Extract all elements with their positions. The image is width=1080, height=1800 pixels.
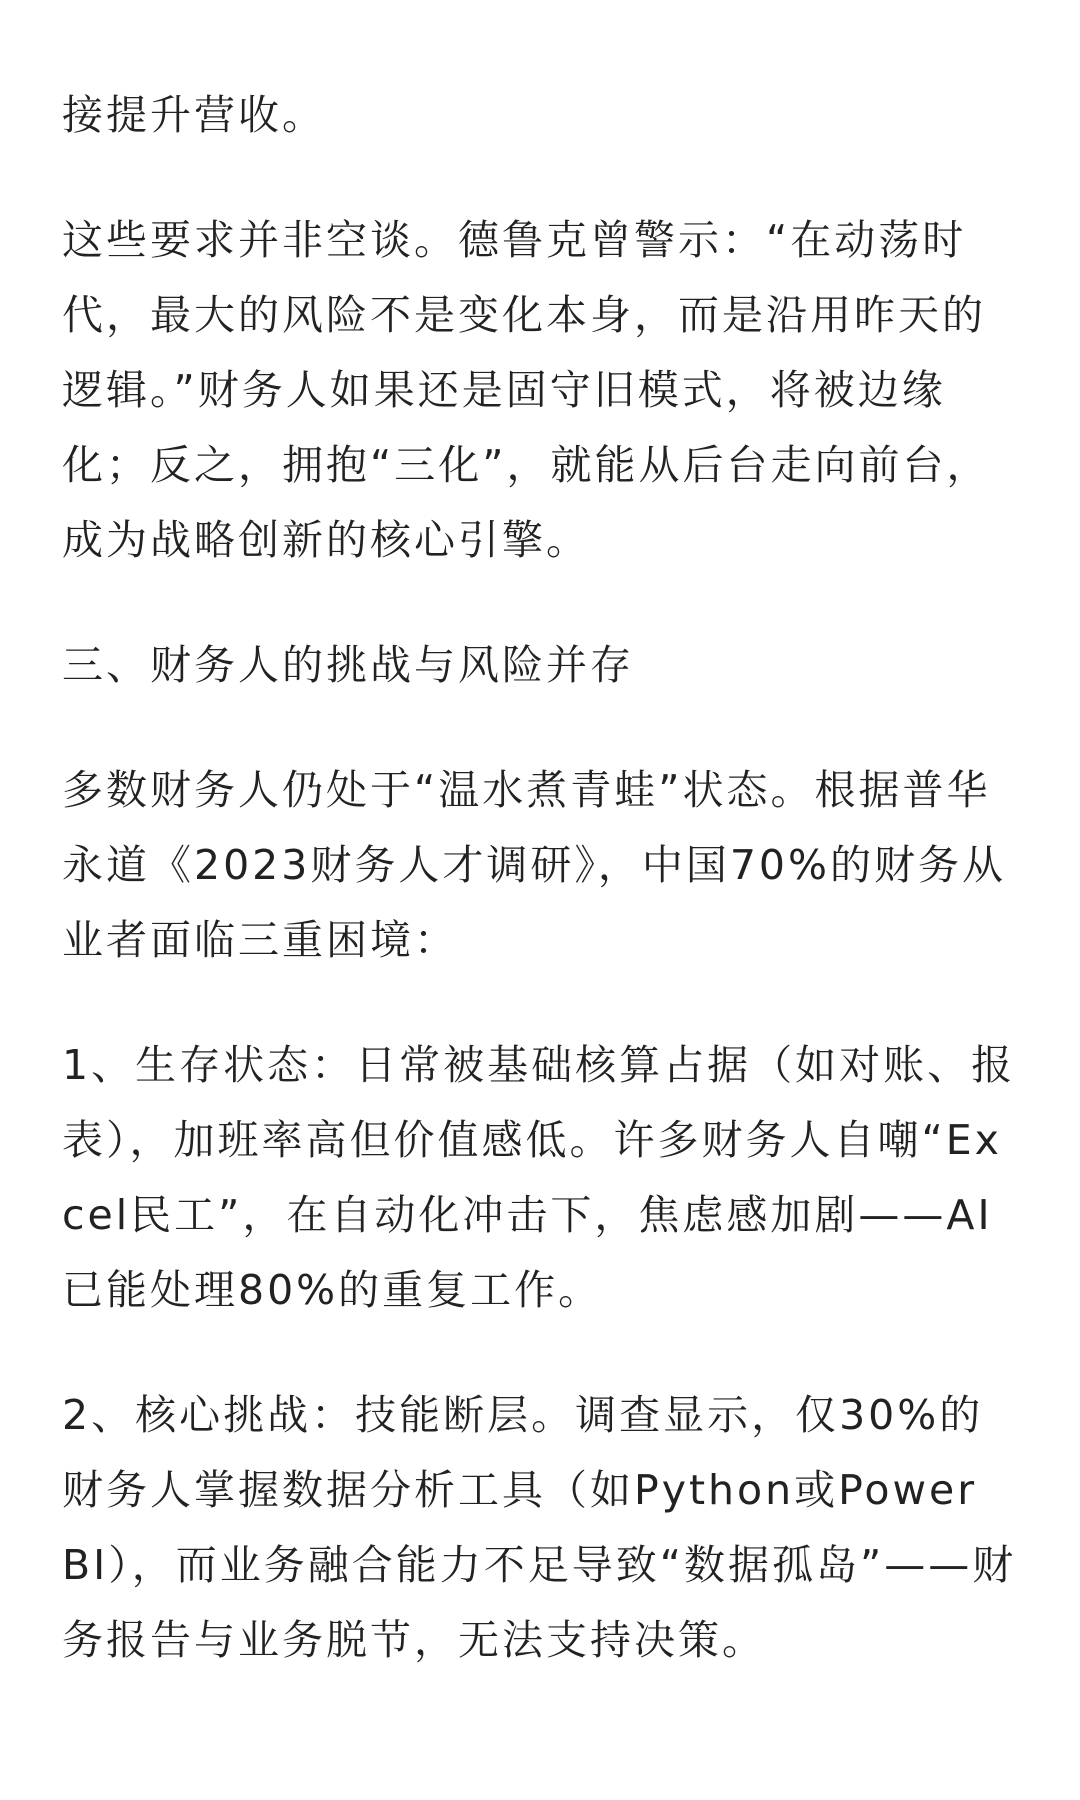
paragraph-survey: 多数财务人仍处于“温水煮青蛙”状态。根据普华永道《2023财务人才调研》，中国70%的财务从业者面临三重困境： bbox=[62, 766, 1006, 964]
paragraph-intro-tail: 接提升营收。 bbox=[62, 91, 326, 139]
paragraph-point-2: 2、核心挑战：技能断层。调查显示，仅30%的财务人掌握数据分析工具（如Python或Power BI），而业务融合能力不足导致“数据孤岛”——财务报告与业务脱节，无法支持决策。 bbox=[62, 1391, 1017, 1664]
article-body bbox=[62, 78, 1022, 1728]
paragraph-drucker-quote: 这些要求并非空谈。德鲁克曾警示：“在动荡时代，最大的风险不是变化本身，而是沿用昨天的逻辑。”财务人如果还是固守旧模式，将被边缘化；反之，拥抱“三化”，就能从后台走向前台，成为战略创新的核心引擎。 bbox=[62, 216, 991, 564]
paragraph-point-1: 1、生存状态：日常被基础核算占据（如对账、报表），加班率高但价值感低。许多财务人自嘲“Excel民工”，在自动化冲击下，焦虑感加剧——AI已能处理80%的重复工作。 bbox=[62, 1041, 1016, 1314]
section-heading-challenges: 三、财务人的挑战与风险并存 bbox=[62, 641, 634, 689]
